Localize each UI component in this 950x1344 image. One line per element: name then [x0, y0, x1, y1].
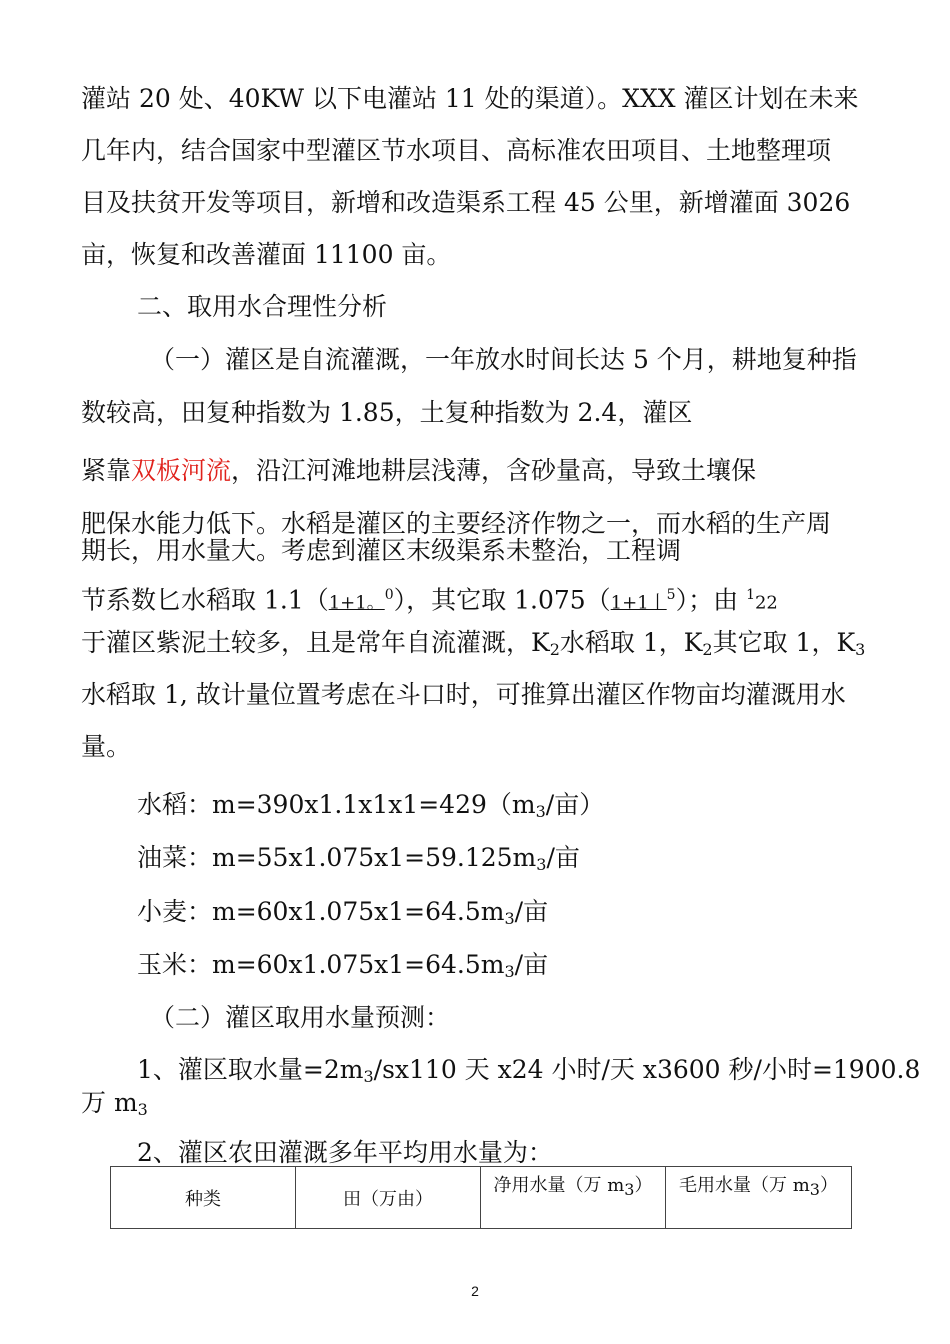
text-run: ，沿江河滩地耕层浅薄，含砂量高，导致土壤保 — [231, 456, 757, 485]
paragraph-line: 数较高，田复种指数为 1.85，土复种指数为 2.4，灌区 — [81, 398, 693, 427]
text-run: 紧靠 — [81, 456, 132, 485]
section-heading: 二、取用水合理性分析 — [137, 292, 388, 321]
subscript: 3 — [137, 1100, 148, 1119]
subscript: 3 — [535, 802, 546, 821]
paragraph-line: 肥保水能力低下。水稻是灌区的主要经济作物之一，而水稻的生产周 — [81, 509, 832, 538]
text-run: 1、灌区取水量=2m — [137, 1055, 364, 1084]
subscript: 3 — [363, 1067, 374, 1086]
text-run: 净用水量（万 m — [493, 1175, 625, 1196]
text-run: /sx110 天 x24 小时/天 x3600 秒/小时=1900.8 — [373, 1055, 921, 1084]
paragraph-line: （一）灌区是自流灌溉，一年放水时间长达 5 个月，耕地复种指 — [150, 345, 857, 374]
text-run: /亩 — [546, 843, 580, 872]
subscript: 3 — [624, 1180, 635, 1199]
water-use-table — [110, 1166, 852, 1229]
subscript: 3 — [504, 909, 515, 928]
paragraph-line: 目及扶贫开发等项目，新增和改造渠系工程 45 公里，新增灌面 3026 — [81, 188, 851, 217]
formula-wheat — [137, 897, 548, 934]
text-run: 水稻：m=390x1.1x1x1=429（m — [137, 790, 536, 819]
underlined-fraction: 1+1丨 — [610, 592, 667, 614]
subsection-heading: （二）灌区取用水量预测： — [150, 1003, 451, 1032]
subscript: 3 — [536, 855, 547, 874]
subscript: 3 — [809, 1180, 820, 1199]
text-run: 22 — [754, 592, 778, 614]
text-run: 节系数匕水稻取 1.1（ — [81, 585, 329, 615]
text-run: /亩） — [545, 790, 605, 819]
text-run: ）；由 — [675, 585, 739, 615]
text-run: 油菜：m=55x1.075x1=59.125m — [137, 843, 537, 872]
text-run: 其它取 1，K — [712, 628, 856, 657]
subscript: 3 — [855, 640, 866, 659]
superscript: 5 — [666, 587, 676, 603]
underlined-fraction: 1+1。 — [328, 592, 385, 614]
text-run: 万 m — [81, 1088, 138, 1117]
formula-corn — [137, 950, 548, 987]
subscript: 2 — [702, 640, 713, 659]
table-header-row — [111, 1167, 852, 1229]
paragraph-line: 亩，恢复和改善灌面 11100 亩。 — [81, 240, 452, 269]
superscript: 0 — [384, 587, 394, 603]
text-run: /亩 — [514, 897, 549, 926]
formula-rapeseed — [137, 843, 580, 880]
formula-rice — [137, 790, 604, 827]
paragraph-line: 灌站 20 处、40KW 以下电灌站 11 处的渠道）。XXX 灌区计划在未来 — [81, 84, 859, 113]
text-run: /亩 — [514, 950, 549, 979]
text-run: ），其它取 1.075（ — [393, 585, 611, 615]
paragraph-line: 水稻取 1, 故计量位置考虑在斗口时，可推算出灌区作物亩均灌溉用水 — [81, 680, 846, 709]
paragraph-line: 期长，用水量大。考虑到灌区末级渠系未整治，工程调 — [81, 536, 682, 565]
page-number: 2 — [471, 1283, 479, 1299]
paragraph-line: 几年内，结合国家中型灌区节水项目、高标准农田项目、土地整理项 — [81, 136, 832, 165]
table-header-cell — [481, 1167, 666, 1229]
text-run: 小麦：m=60x1.075x1=64.5m — [137, 897, 505, 926]
paragraph-line — [137, 1055, 920, 1092]
text-run: 于灌区紫泥土较多，且是常年自流灌溉，K — [81, 628, 550, 657]
subscript: 3 — [504, 962, 515, 981]
text-run: 毛用水量（万 m — [679, 1175, 810, 1196]
paragraph-line — [81, 456, 756, 486]
superscript: 1 — [746, 587, 755, 603]
table-header-cell — [666, 1167, 852, 1229]
text-run: 玉米：m=60x1.075x1=64.5m — [137, 950, 505, 979]
text-run: ） — [634, 1175, 653, 1196]
table-header-cell: 田（万由） — [296, 1167, 481, 1229]
paragraph-line — [81, 628, 865, 665]
text-run: ） — [819, 1175, 838, 1196]
highlighted-river-name: 双板河流 — [131, 456, 232, 485]
paragraph-line: 2、灌区农田灌溉多年平均用水量为： — [137, 1138, 553, 1167]
table-header-cell: 种类 — [111, 1167, 296, 1229]
paragraph-line — [81, 580, 778, 618]
subscript: 2 — [549, 640, 560, 659]
paragraph-line: 量。 — [81, 732, 132, 761]
paragraph-line — [81, 1088, 148, 1125]
text-run: 水稻取 1，K — [559, 628, 703, 657]
